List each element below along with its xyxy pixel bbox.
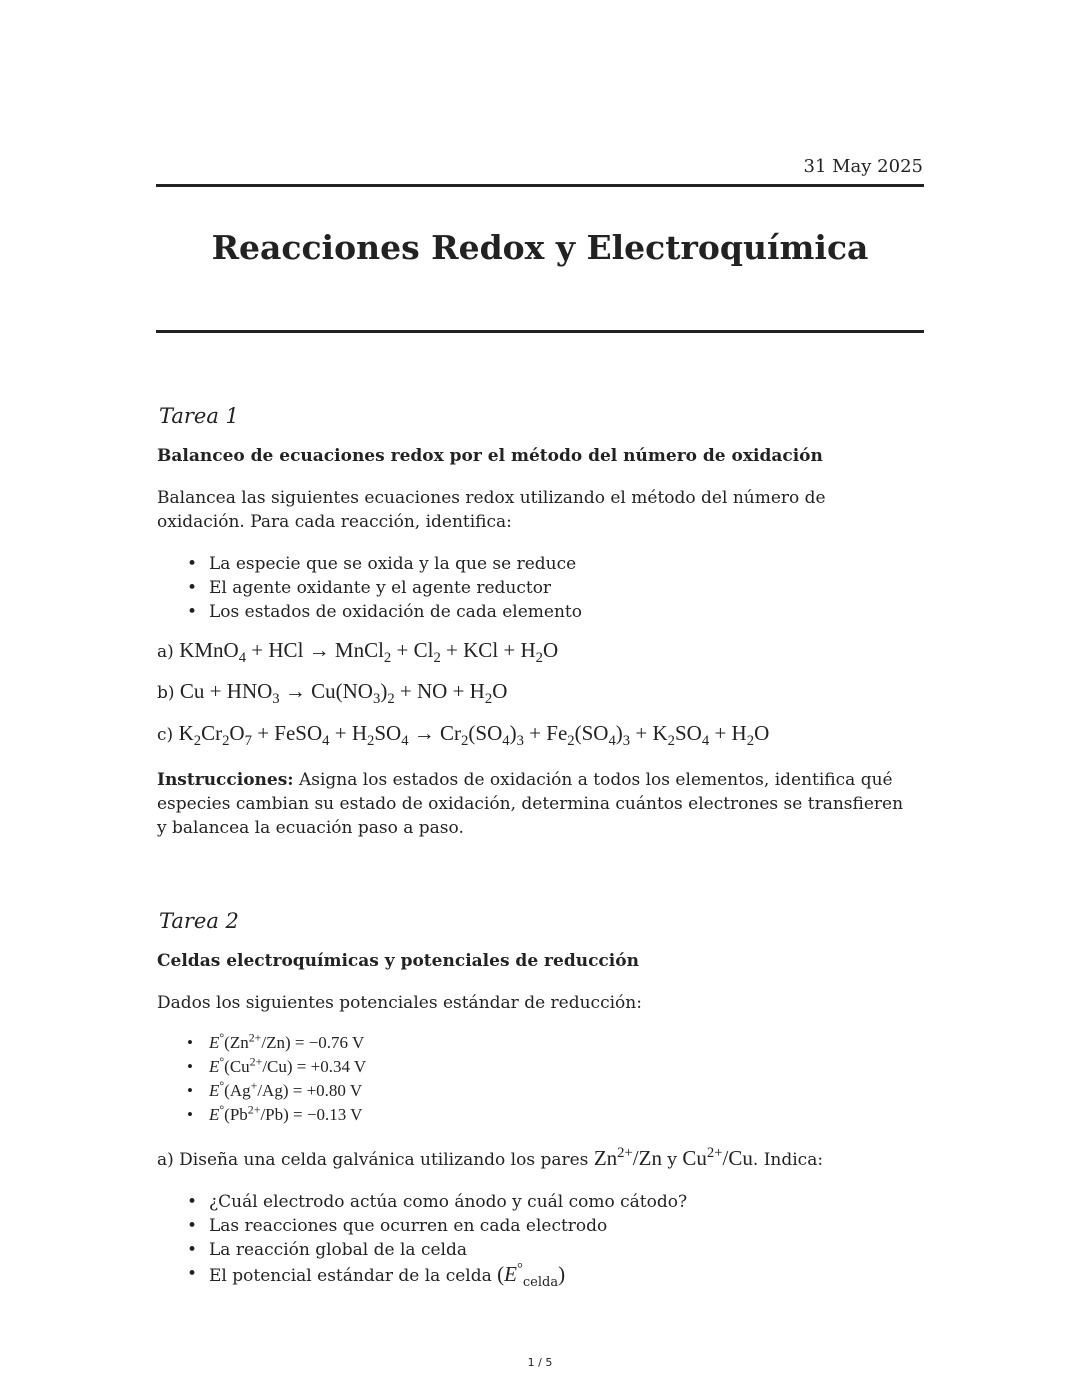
task2-heading: Celdas electroquímicas y potenciales de reducción [157,951,639,971]
potentials-list [157,1031,366,1127]
potential-formula: $E^\circ(Pb^{2+}/Pb) = -0.13$ V [209,1102,363,1124]
task1-label: Tarea 1 [159,404,239,428]
cell-potential-text: El potencial estándar de la celda [209,1266,492,1286]
page-title: Reacciones Redox y Electroquímica [211,228,869,267]
pair-zn: $Zn^{2+}/Zn$ [593,1145,662,1170]
task2-question-a [157,1146,823,1171]
task2-label: Tarea 2 [159,909,239,933]
potential-formula: $E^\circ(Zn^{2+}/Zn) = -0.76$ V [209,1030,365,1052]
list-item: • El agente oxidante y el agente reductor [157,576,582,600]
list-item [157,1079,366,1103]
header-rule [156,184,924,187]
list-item [157,1261,687,1291]
question-connector: y [667,1150,677,1170]
equation-a [157,638,559,667]
question-prefix: a) Diseña una celda galvánica utilizando los pares [157,1150,589,1170]
cell-subscript: celda [522,1275,559,1291]
list-item: • La especie que se oxida y la que se reduce [157,552,582,576]
equation-label: b) [157,683,175,703]
equation-formula: KMnO$_4$ + HCl → MnCl$_2$ + $Cl_2$ + KCl + $H_2O$ [179,638,559,667]
potential-formula: E°(Ag+/Ag) = +0.80 V [209,1078,363,1100]
list-item: • La reacción global de la celda [157,1238,687,1262]
equation-label: c) [157,725,174,745]
equation-c [157,721,770,750]
task1-instructions [157,768,917,840]
potential-formula: $E^\circ(Cu^{2+}/Cu) = +0.34$ V [209,1054,367,1076]
list-item: • Las reacciones que ocurren en cada electrodo [157,1214,687,1238]
list-item: • ¿Cuál electrodo actúa como ánodo y cuál como cátodo? [157,1190,687,1214]
document-date: 31 May 2025 [803,156,923,177]
list-item [157,1103,366,1127]
task2-intro: Dados los siguientes potenciales estándar de reducción: [157,993,642,1013]
list-item [157,1031,366,1055]
cell-potential-symbol: $(E^\circ_{celda})$ [497,1261,566,1291]
page-number: 1 / 5 [527,1356,553,1369]
equation-label: a) [157,642,174,662]
task2-bullet-list [157,1190,688,1291]
task1-heading: Balanceo de ecuaciones redox por el método del número de oxidación [157,446,823,466]
task1-bullet-list [157,552,582,624]
list-item [157,1055,366,1079]
equation-formula: $Cu + HNO_3 \to Cu(NO_3)_2$ + NO + $H_2O$ [179,679,508,708]
pair-cu: $Cu^{2+}/Cu$ [682,1145,753,1170]
task1-intro: Balancea las siguientes ecuaciones redox utilizando el método del número de oxidación. Para cada reacción, identifica: [157,488,826,532]
list-item: • Los estados de oxidación de cada elemento [157,600,582,624]
question-suffix: . Indica: [752,1150,824,1170]
instructions-label: Instrucciones: [157,770,294,790]
equation-formula: $K_2Cr_2O_7$ + FeSO$_4$ + $H_2SO_4 \to Cr_2(SO_4)_3 + Fe_2(SO_4)_3 + K_2SO_4 + H_2O$ [178,721,770,750]
equation-b [157,679,508,708]
instructions-text: Asigna los estados de oxidación a todos los elementos, identifica qué especies cambian su estado de oxidación, determina cuántos electrones se transfieren y balancea la ecuación paso a paso. [157,770,904,838]
title-rule [156,330,924,333]
